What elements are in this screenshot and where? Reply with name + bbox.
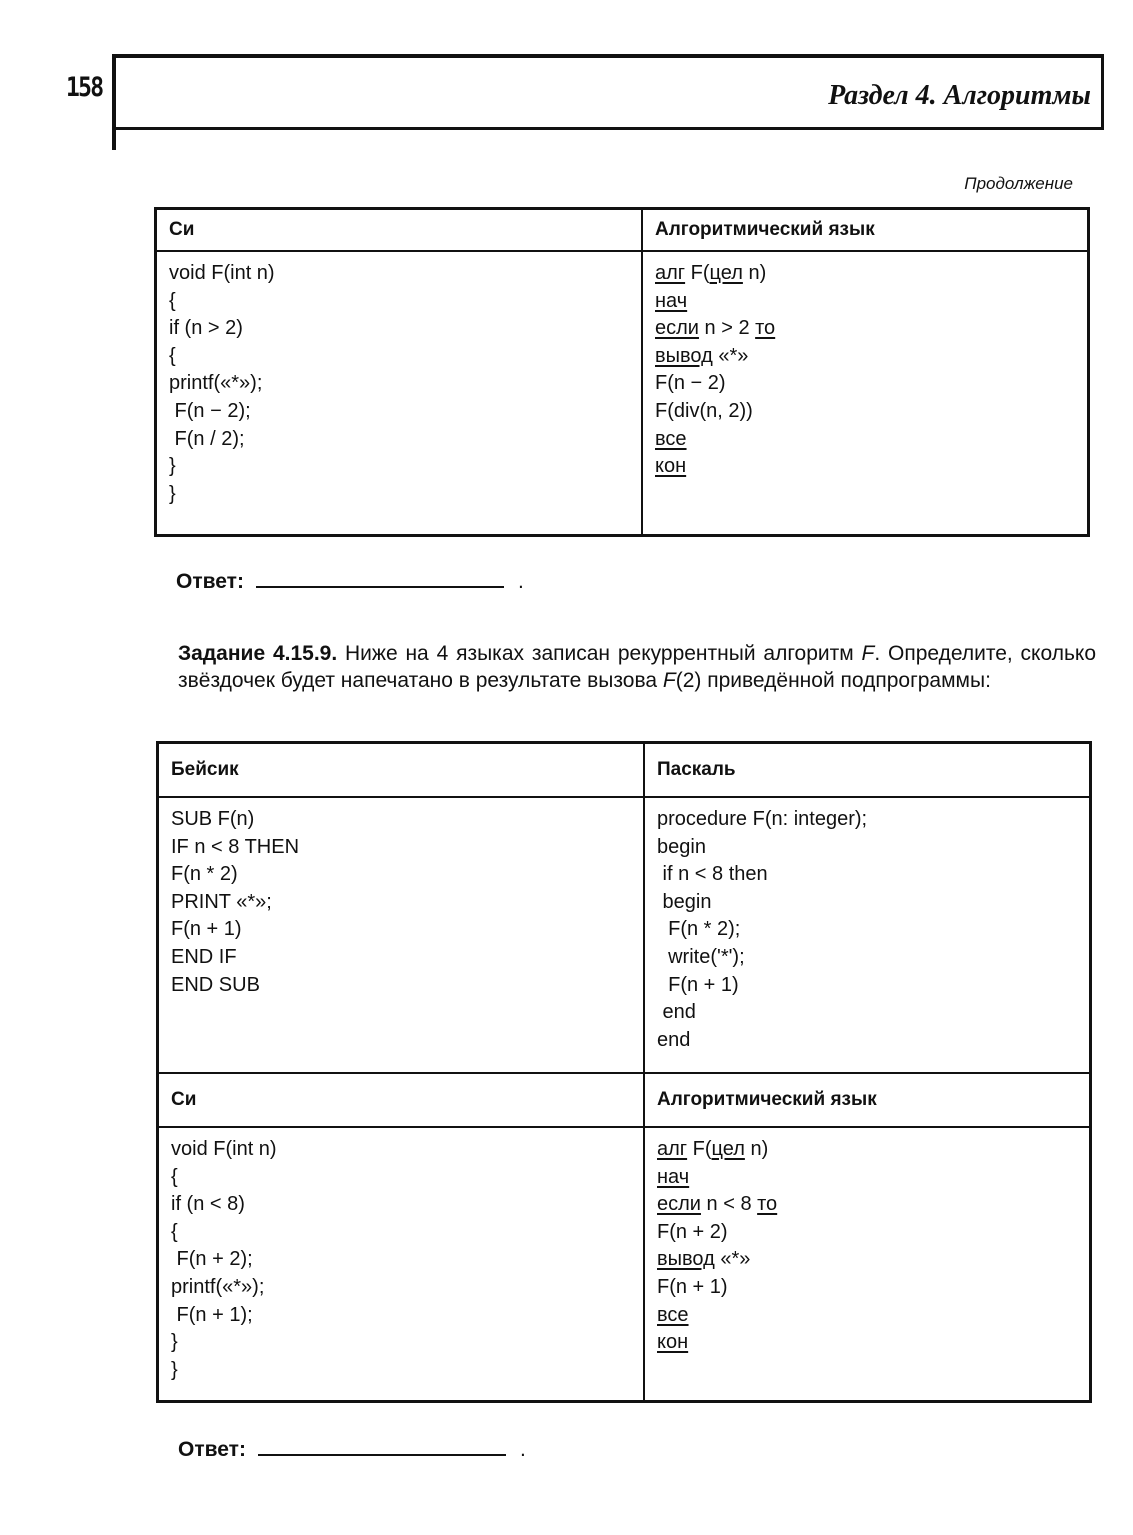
keyword: нач [657, 1165, 690, 1188]
code-line [657, 1274, 1077, 1302]
code-table-1 [154, 207, 1090, 537]
section-title: Раздел 4. Алгоритмы [828, 80, 1091, 111]
keyword: то [755, 317, 776, 340]
code-line: end [657, 1001, 696, 1024]
code-line: F(n + 1) [657, 973, 739, 996]
answer-label: Ответ: [176, 570, 244, 593]
code-line: } [169, 455, 176, 478]
keyword: нач [655, 289, 688, 312]
code-line: if n < 8 then [657, 863, 768, 886]
code-line: { [171, 1220, 178, 1243]
table2-header-basic: Бейсик [158, 743, 645, 798]
table2-header-c: Си [158, 1073, 645, 1127]
task-call-func: F [662, 669, 676, 692]
code-line: begin [657, 835, 706, 858]
table1-header-c: Си [156, 209, 643, 252]
code-line: F(n + 1); [171, 1303, 253, 1326]
code-line: F(n * 2); [657, 918, 741, 941]
code-line: if (n < 8) [171, 1193, 245, 1216]
code-line: } [169, 482, 176, 505]
keyword: все [657, 1303, 689, 1326]
code-line: if (n > 2) [169, 317, 243, 340]
code-line [655, 370, 1075, 398]
task-text: Ниже на 4 языках записан рекуррентный алгоритм [337, 642, 862, 665]
code-line: F(n * 2) [171, 863, 238, 886]
code-block [171, 806, 631, 999]
code-block [171, 1136, 631, 1384]
code-line [655, 398, 1075, 426]
table2-basic-code [158, 797, 645, 1073]
task-text: . Определите, сколько звёздочек будет напечатано в результате вызова [178, 642, 1096, 692]
task-statement [178, 640, 1096, 694]
keyword: вывод [657, 1248, 715, 1271]
code-line: { [169, 289, 176, 312]
table1-header-algo: Алгоритмический язык [642, 209, 1089, 252]
code-line: F(n + 1) [171, 918, 242, 941]
running-header [112, 54, 1104, 130]
code-line [657, 1191, 1077, 1219]
code-line: END IF [171, 945, 237, 968]
keyword: вывод [655, 344, 713, 367]
code-line [657, 1329, 1077, 1357]
code-line: IF n < 8 THEN [171, 835, 300, 858]
answer-dot: . [519, 1438, 526, 1461]
code-text: F(n + 2) [657, 1220, 728, 1243]
keyword: то [757, 1193, 778, 1216]
keyword: кон [655, 455, 687, 478]
code-line: write('*'); [657, 945, 745, 968]
table2-c-code [158, 1127, 645, 1402]
answer-label: Ответ: [178, 1438, 246, 1461]
code-line [655, 343, 1075, 371]
keyword: если [657, 1193, 701, 1216]
code-line: END SUB [171, 973, 260, 996]
code-line: end [657, 1028, 691, 1051]
code-line: F(n − 2); [169, 399, 251, 422]
answer-1 [176, 566, 524, 594]
code-line [655, 288, 1075, 316]
code-line: procedure F(n: integer); [657, 808, 868, 830]
code-line [657, 1136, 1077, 1164]
page-number: 158 [66, 72, 103, 103]
code-text: F( [685, 262, 710, 284]
answer-blank[interactable] [258, 1434, 506, 1456]
task-func: F [861, 642, 875, 665]
code-line [657, 1164, 1077, 1192]
task-text: приведённой подпрограммы: [701, 669, 991, 692]
code-text: n < 8 [700, 1193, 758, 1216]
keyword: цел [709, 262, 743, 284]
code-line: F(n + 2); [171, 1248, 253, 1271]
table2-algo-code [644, 1127, 1091, 1402]
code-line: printf(«*»); [169, 372, 263, 395]
code-line: SUB F(n) [171, 808, 255, 830]
code-text: n) [742, 262, 767, 284]
code-text: n) [744, 1138, 769, 1160]
code-text: F(div(n, 2)) [655, 399, 753, 422]
code-line: F(n / 2); [169, 427, 245, 450]
code-line [655, 260, 1075, 288]
code-line: { [169, 344, 176, 367]
code-text: F( [687, 1138, 712, 1160]
continuation-label: Продолжение [964, 174, 1073, 193]
task-call-arg: (2) [675, 669, 702, 692]
code-block [657, 806, 1077, 1054]
answer-dot: . [517, 570, 524, 593]
code-line: void F(int n) [171, 1138, 277, 1160]
table2-header-pascal: Паскаль [644, 743, 1091, 798]
keyword: кон [657, 1331, 689, 1354]
code-line: void F(int n) [169, 262, 275, 284]
code-block [655, 260, 1075, 481]
code-line [657, 1246, 1077, 1274]
code-line: { [171, 1165, 178, 1188]
code-line [655, 426, 1075, 454]
code-line: } [171, 1331, 178, 1354]
table1-algo-code [642, 251, 1089, 536]
code-text: «*» [712, 344, 749, 367]
code-line: } [171, 1358, 178, 1381]
code-text: F(n − 2) [655, 372, 726, 395]
code-text: «*» [714, 1248, 751, 1271]
code-line [655, 315, 1075, 343]
keyword: алг [657, 1138, 688, 1160]
code-text: n > 2 [698, 317, 756, 340]
keyword: алг [655, 262, 686, 284]
code-block [657, 1136, 1077, 1357]
keyword: если [655, 317, 699, 340]
table2-pascal-code [644, 797, 1091, 1073]
code-line: printf(«*»); [171, 1275, 265, 1298]
answer-blank[interactable] [256, 566, 504, 588]
keyword: все [655, 427, 687, 450]
code-line [657, 1302, 1077, 1330]
code-line [655, 453, 1075, 481]
code-text: F(n + 1) [657, 1275, 728, 1298]
code-line [657, 1219, 1077, 1247]
header-rule [112, 126, 116, 150]
code-line: PRINT «*»; [171, 890, 272, 913]
code-line: begin [657, 890, 712, 913]
answer-2 [178, 1434, 526, 1462]
code-block [169, 260, 629, 508]
code-table-2 [156, 741, 1092, 1403]
table2-header-algo: Алгоритмический язык [644, 1073, 1091, 1127]
keyword: цел [711, 1138, 745, 1160]
table1-c-code [156, 251, 643, 536]
task-label: Задание 4.15.9. [178, 642, 338, 665]
